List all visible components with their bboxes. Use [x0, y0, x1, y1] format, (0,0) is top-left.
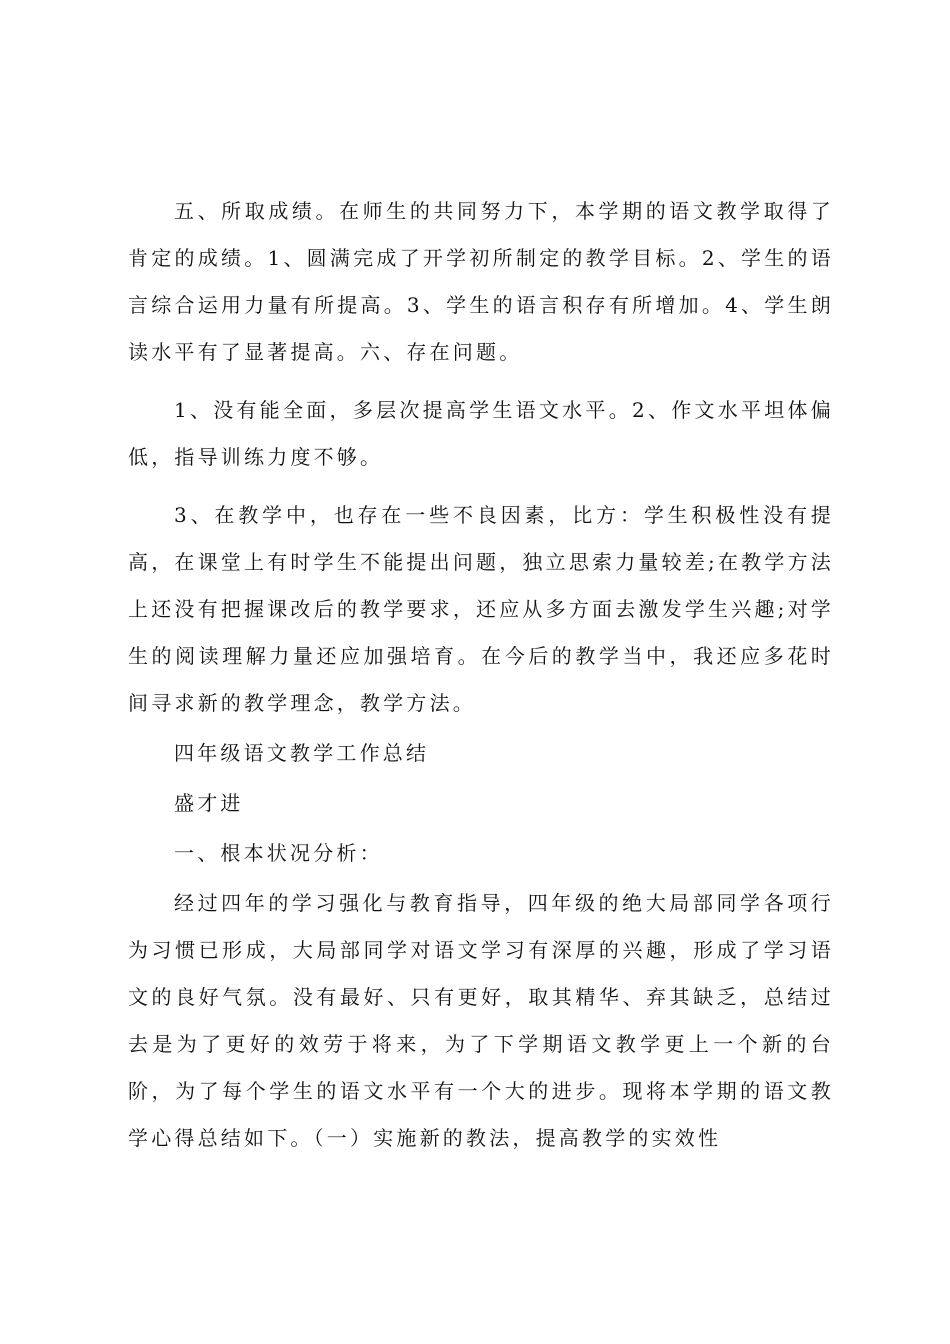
paragraph-problem-3: 3、在教学中，也存在一些不良因素，比方：学生积极性没有提高，在课堂上有时学生不能提出问题，独立思索力量较差;在教学方法上还没有把握课改后的教学要求，还应从多方面去激发学生兴趣;对学生的阅读理解力量还应加强培育。在今后的教学当中，我还应多花时间寻求新的教学理念，教学方法。	[128, 503, 834, 715]
paragraph-problem-1: 1、没有能全面，多层次提高学生语文水平。2、作文水平坦体偏低，指导训练力度不够。	[128, 398, 834, 469]
paragraph-achievements: 五、所取成绩。在师生的共同努力下，本学期的语文教学取得了肯定的成绩。1、圆满完成了开学初所制定的教学目标。2、学生的语言综合运用力量有所提高。3、学生的语言积存有所增加。4、学生朗读水平有了显著提高。六、存在问题。	[128, 199, 834, 364]
document-body	[128, 188, 834, 1162]
paragraph-analysis: 经过四年的学习强化与教育指导，四年级的绝大局部同学各项行为习惯已形成，大局部同学对语文学习有深厚的兴趣，形成了学习语文的良好气氛。没有最好、只有更好，取其精华、弃其缺乏，总结过去是为了更好的效劳于将来，为了下学期语文教学更上一个新的台阶，为了每个学生的语文水平有一个大的进步。现将本学期的语文教学心得总结如下。（一）实施新的教法，提高教学的实效性	[128, 891, 834, 1150]
author-name: 盛才进	[174, 791, 244, 815]
section-title: 四年级语文教学工作总结	[174, 741, 430, 765]
section-heading-analysis: 一、根本状况分析：	[174, 841, 383, 865]
